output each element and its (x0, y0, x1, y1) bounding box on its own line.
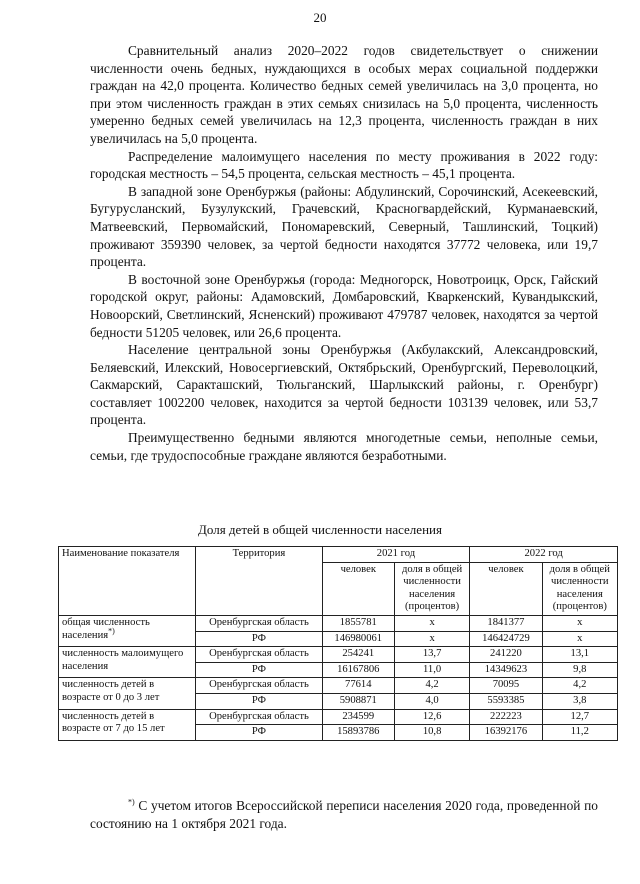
persons-2022-cell: 14349623 (470, 662, 542, 678)
header-persons-2021: человек (322, 562, 394, 615)
row-label-children-0-3: численность детей в возрасте от 0 до 3 лет (59, 678, 196, 709)
share-2022-cell: 13,1 (542, 647, 617, 663)
persons-2021-cell: 146980061 (322, 631, 394, 647)
table-row (59, 678, 618, 694)
paragraph-poor-families: Преимущественно бедными являются многодетные семьи, неполные семьи, семьи, где трудоспособные граждане являются безработными. (90, 430, 598, 463)
share-2022-cell: х (542, 631, 617, 647)
share-2021-cell: х (394, 631, 469, 647)
paragraph-distribution: Распределение малоимущего населения по месту проживания в 2022 году: городская местность – 54,5 процента, сельская местность – 45,1 процента. (90, 148, 598, 182)
share-2021-cell: х (394, 615, 469, 631)
footnote-mark: *) (108, 626, 115, 636)
table-title: Доля детей в общей численности населения (198, 522, 442, 537)
header-year-2022: 2022 год (470, 547, 618, 563)
table-row (59, 615, 618, 631)
share-2022-cell: 11,2 (542, 725, 617, 741)
persons-2021-cell: 1855781 (322, 615, 394, 631)
share-2022-cell: х (542, 615, 617, 631)
body-text (90, 42, 598, 464)
persons-2022-cell: 241220 (470, 647, 542, 663)
share-2021-cell: 4,0 (394, 693, 469, 709)
territory-cell: РФ (196, 693, 322, 709)
footnote-text: С учетом итогов Всероссийской переписи населения 2020 года, проведенной по состоянию на 1 октября 2021 года. (90, 798, 598, 831)
territory-cell: РФ (196, 725, 322, 741)
territory-cell: Оренбургская область (196, 615, 322, 631)
header-territory: Территория (196, 547, 322, 616)
territory-cell: Оренбургская область (196, 709, 322, 725)
share-2021-cell: 4,2 (394, 678, 469, 694)
share-2021-cell: 10,8 (394, 725, 469, 741)
footnote (90, 797, 598, 833)
persons-2021-cell: 5908871 (322, 693, 394, 709)
share-2022-cell: 3,8 (542, 693, 617, 709)
paragraph-comparative-analysis: Сравнительный анализ 2020–2022 годов свидетельствует о снижении численности очень бедных, нуждающихся в особых мерах социальной поддержки граждан на 42,0 процента. Количество бедных семей увеличилась на 3,0 процента, но при этом численность граждан в этих семьях снизилась на 5,0 процента, численность умеренно бедных семей увеличилась на 12,3 процента, численность граждан в них увеличилась на 5,0 процента. (90, 43, 598, 146)
persons-2021-cell: 15893786 (322, 725, 394, 741)
persons-2021-cell: 16167806 (322, 662, 394, 678)
persons-2021-cell: 254241 (322, 647, 394, 663)
persons-2022-cell: 70095 (470, 678, 542, 694)
share-2021-cell: 11,0 (394, 662, 469, 678)
persons-2022-cell: 146424729 (470, 631, 542, 647)
row-label-total-population: общая численность населения*) (59, 615, 196, 646)
header-year-2021: 2021 год (322, 547, 470, 563)
territory-cell: РФ (196, 662, 322, 678)
footnote-mark: *) (128, 797, 135, 807)
page-number: 20 (313, 10, 327, 25)
header-share-2021: доля в общей численности населения (процентов) (394, 562, 469, 615)
persons-2022-cell: 5593385 (470, 693, 542, 709)
persons-2022-cell: 222223 (470, 709, 542, 725)
persons-2021-cell: 234599 (322, 709, 394, 725)
children-share-table (58, 546, 618, 741)
table-row (59, 647, 618, 663)
persons-2021-cell: 77614 (322, 678, 394, 694)
persons-2022-cell: 16392176 (470, 725, 542, 741)
share-2022-cell: 12,7 (542, 709, 617, 725)
table-header-row (59, 547, 618, 563)
share-2021-cell: 13,7 (394, 647, 469, 663)
row-label-children-7-15: численность детей в возрасте от 7 до 15 лет (59, 709, 196, 740)
paragraph-central-zone: Население центральной зоны Оренбуржья (Акбулакский, Александровский, Беляевский, Илекский, Новосергиевский, Октябрьский, Оренбургский, Переволоцкий, Сакмарский, Саракташский, Тюльганский, Шарлыкский районы, г. Оренбург) составляет 1002200 человек, находится за чертой бедности 103139 человек, или 53,7 процента. (90, 342, 598, 428)
share-2022-cell: 9,8 (542, 662, 617, 678)
header-indicator: Наименование показателя (59, 547, 196, 616)
share-2021-cell: 12,6 (394, 709, 469, 725)
header-persons-2022: человек (470, 562, 542, 615)
territory-cell: РФ (196, 631, 322, 647)
row-label-low-income: численность малоимущего населения (59, 647, 196, 678)
territory-cell: Оренбургская область (196, 678, 322, 694)
paragraph-western-zone: В западной зоне Оренбуржья (районы: Абдулинский, Сорочинский, Асекеевский, Бугурусланский, Бузулукский, Грачевский, Красногвардейский, Курманаевский, Матвеевский, Первомайский, Пономаревский, Северный, Ташлинский, Тоцкий) проживают 359390 человек, за чертой бедности находятся 37772 человека, или 19,7 процента. (90, 183, 598, 270)
share-2022-cell: 4,2 (542, 678, 617, 694)
persons-2022-cell: 1841377 (470, 615, 542, 631)
paragraph-eastern-zone: В восточной зоне Оренбуржья (города: Медногорск, Новотроицк, Орск, Гайский городской округ, районы: Адамовский, Домбаровский, Кваркенский, Кувандыкский, Новоорский, Светлинский, Ясненский) проживают 479787 человек, находятся за чертой бедности 51205 человек, или 26,6 процента. (90, 271, 598, 340)
header-share-2022: доля в общей численности населения (процентов) (542, 562, 617, 615)
territory-cell: Оренбургская область (196, 647, 322, 663)
table-row (59, 709, 618, 725)
